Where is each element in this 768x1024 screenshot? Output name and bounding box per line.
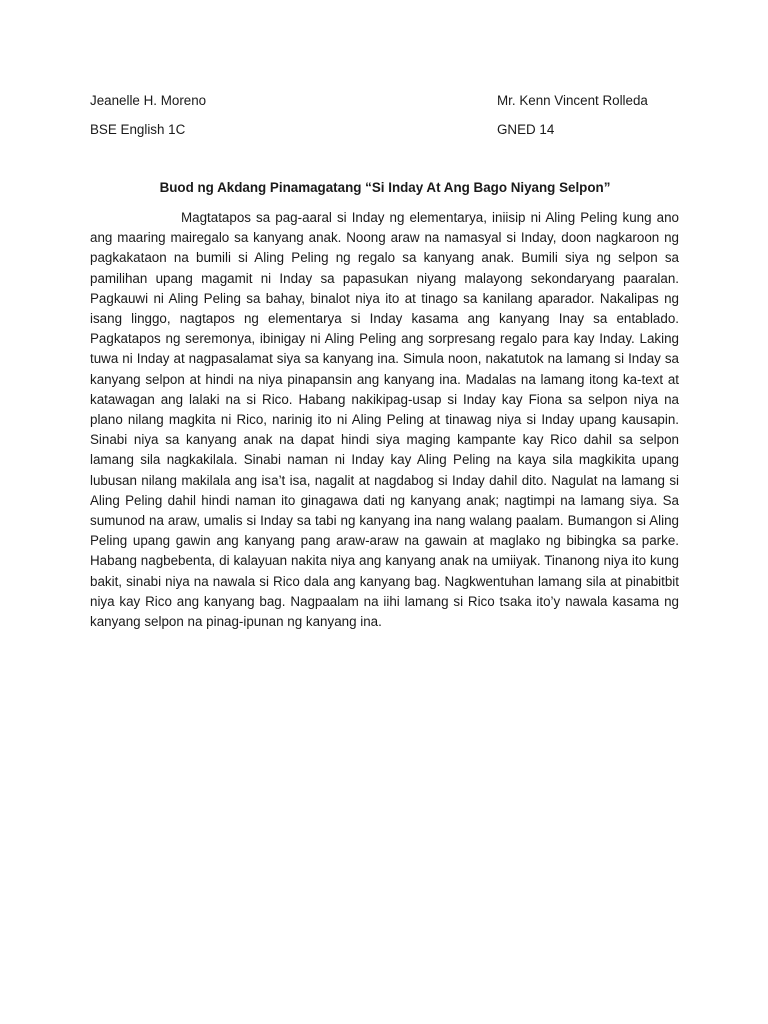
course-section: BSE English 1C xyxy=(90,122,186,137)
summary-paragraph: Magtatapos sa pag-aaral si Inday ng elementarya, iniisip ni Aling Peling kung ano ang maaring mairegalo sa kanyang anak. Noong araw na namasyal si Inday, doon nagkaroon ng pagkakataon na bumili si Aling Peling ng regalo sa kanyang anak. Bumili siya ng selpon sa pamilihan upang magamit ni Inday sa papasukan niyang malayong sekondaryang paaralan. Pagkauwi ni Aling Peling sa bahay, binalot niya ito at tinago sa kanilang aparador. Nakalipas ng isang linggo, nagtapos ng elementarya si Inday kasama ang kanyang Inay sa entablado. Pagkatapos ng seremonya, ibinigay ni Aling Peling ang sorpresang regalo para kay Inday. Laking tuwa ni Inday at nagpasalamat siya sa kanyang ina. Simula noon, nakatutok na lamang si Inday sa kanyang selpon at hindi na niya pinapansin ang kanyang ina. Madalas na lamang itong ka-text at katawagan ang lalaki na si Rico. Habang nakikipag-usap si Inday kay Fiona sa selpon niya na plano nilang magkita ni Rico, narinig ito ni Aling Peling at tinawag niya si Inday upang kausapin. Sinabi niya sa kanyang anak na dapat hindi siya maging kampante kay Rico dahil sa selpon lamang sila nagkakilala. Sinabi naman ni Inday kay Aling Peling na kaya sila magkikita upang lubusan nilang makilala ang isa’t isa, nagalit at nagdabog si Inday dahil dito. Nagulat na lamang si Aling Peling dahil hindi naman ito ginagawa dati ng kanyang anak; nagtimpi na lamang siya. Sa sumunod na araw, umalis si Inday sa tabi ng kanyang ina nang walang paalam. Bumangon si Aling Peling upang gawin ang kanyang pang araw-araw na gawain at maglako ng bibingka sa parke. Habang nagbebenta, di kalayuan nakita niya ang kanyang anak na umiiyak. Tinanong niya ito kung bakit, sinabi niya na nawala si Rico dala ang kanyang bag. Nagkwentuhan lamang sila at pinabitbit niya kay Rico ang kanyang bag. Nagpaalam na iihi lamang si Rico tsaka ito’y nawala kasama ng kanyang selpon na pinag-ipunan ng kanyang ina. xyxy=(90,210,679,630)
instructor-name: Mr. Kenn Vincent Rolleda xyxy=(497,93,648,108)
document-title: Buod ng Akdang Pinamagatang “Si Inday At Ang Bago Niyang Selpon” xyxy=(159,180,611,195)
student-name: Jeanelle H. Moreno xyxy=(90,93,207,108)
course-code: GNED 14 xyxy=(497,122,555,137)
